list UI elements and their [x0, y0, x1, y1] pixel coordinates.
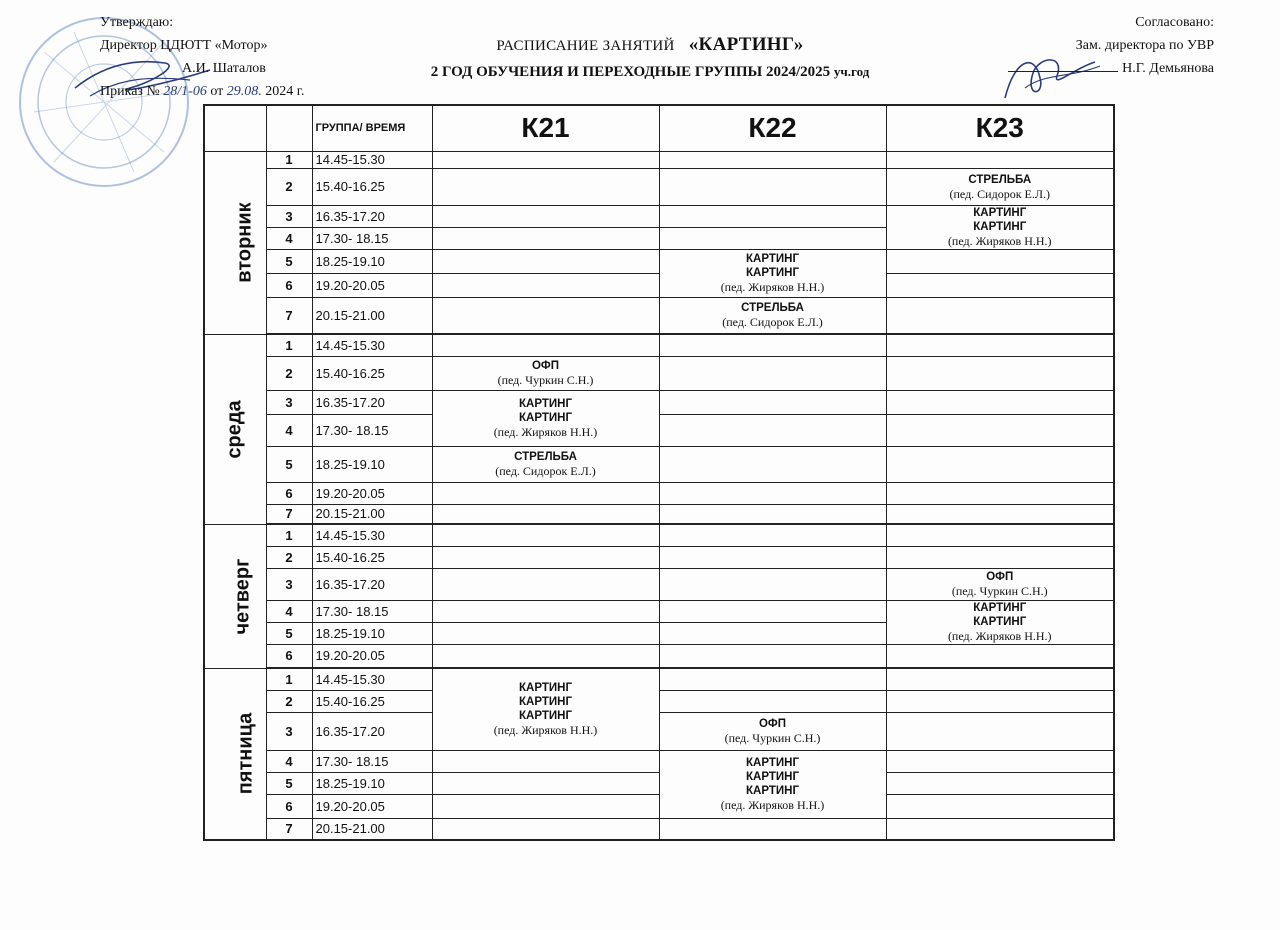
- empty-cell: [432, 482, 659, 504]
- slot-time: 19.20-20.05: [312, 794, 432, 818]
- empty-cell: [432, 334, 659, 356]
- slot-time: 14.45-15.30: [312, 524, 432, 546]
- slot-number: 7: [266, 504, 312, 524]
- empty-cell: [886, 249, 1114, 273]
- slot-number: 4: [266, 600, 312, 622]
- activity-teacher: (пед. Сидорок Е.Л.): [495, 464, 596, 478]
- activity-teacher: (пед. Чуркин С.Н.): [951, 584, 1048, 598]
- activity-name: КАРТИНГ: [973, 616, 1027, 628]
- empty-cell: [432, 151, 659, 168]
- day-name: среда: [223, 399, 246, 459]
- title-prefix: РАСПИСАНИЕ ЗАНЯТИЙ: [496, 38, 675, 54]
- day-cell: [204, 668, 266, 840]
- corner-cell: [204, 105, 266, 151]
- schedule-row: [204, 568, 1114, 600]
- empty-cell: [432, 622, 659, 644]
- schedule-row: [204, 750, 1114, 772]
- activity-cell: [432, 356, 659, 390]
- day-cell: [204, 334, 266, 524]
- day-name: вторник: [233, 202, 256, 283]
- slot-number: 2: [266, 168, 312, 205]
- activity-teacher: (пед. Чуркин С.Н.): [497, 373, 594, 387]
- empty-cell: [886, 334, 1114, 356]
- slot-number: 1: [266, 151, 312, 168]
- empty-cell: [432, 227, 659, 249]
- activity-cell: [659, 712, 886, 750]
- slot-time: 19.20-20.05: [312, 482, 432, 504]
- agreement-block: [1008, 14, 1214, 83]
- empty-cell: [659, 334, 886, 356]
- schedule-row: [204, 504, 1114, 524]
- empty-cell: [886, 794, 1114, 818]
- empty-cell: [659, 414, 886, 446]
- slot-number: 6: [266, 482, 312, 504]
- slot-number: 6: [266, 273, 312, 297]
- empty-cell: [886, 273, 1114, 297]
- empty-cell: [886, 414, 1114, 446]
- activity-name: КАРТИНГ: [973, 207, 1027, 219]
- schedule-row: [204, 524, 1114, 546]
- activity-name: КАРТИНГ: [519, 682, 572, 695]
- activity-name: КАРТИНГ: [519, 710, 572, 723]
- approve-position: Директор ЦДЮТТ «Мотор»: [100, 38, 268, 53]
- empty-cell: [659, 482, 886, 504]
- slot-number: 2: [266, 546, 312, 568]
- activity-cell: [659, 249, 886, 297]
- activity-cell: [886, 600, 1114, 644]
- activity-name: ОФП: [986, 571, 1014, 583]
- empty-cell: [659, 227, 886, 249]
- slot-number: 1: [266, 334, 312, 356]
- activity-name: СТРЕЛЬБА: [741, 302, 804, 315]
- activity-cell: [659, 750, 886, 818]
- empty-cell: [659, 546, 886, 568]
- slot-number: 4: [266, 227, 312, 249]
- activity-cell: [432, 446, 659, 482]
- slot-time: 14.45-15.30: [312, 668, 432, 690]
- empty-cell: [886, 524, 1114, 546]
- activity-name: СТРЕЛЬБА: [968, 173, 1032, 186]
- activity-teacher: (пед. Жиряков Н.Н.): [947, 234, 1052, 248]
- activity-cell: [432, 390, 659, 446]
- empty-cell: [886, 546, 1114, 568]
- slot-time: 16.35-17.20: [312, 712, 432, 750]
- activity-cell: [886, 205, 1114, 249]
- slot-time: 17.30- 18.15: [312, 227, 432, 249]
- empty-cell: [659, 205, 886, 227]
- schedule-row: [204, 356, 1114, 390]
- empty-cell: [886, 668, 1114, 690]
- empty-cell: [659, 446, 886, 482]
- slot-number: 2: [266, 356, 312, 390]
- empty-cell: [886, 690, 1114, 712]
- activity-name: КАРТИНГ: [519, 398, 572, 410]
- slot-time: 15.40-16.25: [312, 690, 432, 712]
- activity-name: КАРТИНГ: [746, 771, 799, 783]
- empty-cell: [659, 390, 886, 414]
- slot-number: 2: [266, 690, 312, 712]
- empty-cell: [886, 504, 1114, 524]
- activity-teacher: (пед. Жиряков Н.Н.): [493, 425, 598, 439]
- activity-name: КАРТИНГ: [519, 412, 572, 424]
- empty-cell: [432, 772, 659, 794]
- order-prefix: Приказ №: [100, 84, 160, 99]
- activity-teacher: (пед. Жиряков Н.Н.): [720, 798, 825, 812]
- activity-name: ОФП: [531, 360, 560, 372]
- activity-name: ОФП: [758, 718, 787, 730]
- empty-cell: [659, 600, 886, 622]
- slot-number: 4: [266, 414, 312, 446]
- empty-cell: [659, 668, 886, 690]
- empty-cell: [659, 168, 886, 205]
- slot-number: 5: [266, 249, 312, 273]
- subtitle-suffix: уч.год: [833, 64, 870, 79]
- empty-cell: [886, 712, 1114, 750]
- slot-number: 3: [266, 205, 312, 227]
- subtitle: 2 ГОД ОБУЧЕНИЯ И ПЕРЕХОДНЫЕ ГРУППЫ 2024/2025: [430, 64, 831, 80]
- activity-name: КАРТИНГ: [746, 785, 799, 797]
- slot-time: 16.35-17.20: [312, 205, 432, 227]
- empty-cell: [432, 205, 659, 227]
- slot-time: 17.30- 18.15: [312, 750, 432, 772]
- slot-number: 4: [266, 750, 312, 772]
- approve-label: Утверждаю:: [100, 15, 174, 30]
- day-name: четверг: [231, 558, 254, 634]
- empty-cell: [659, 151, 886, 168]
- empty-cell: [432, 600, 659, 622]
- activity-name: СТРЕЛЬБА: [514, 451, 577, 463]
- empty-cell: [886, 356, 1114, 390]
- order-number: 28/1-06: [163, 84, 207, 99]
- schedule-row: [204, 818, 1114, 840]
- day-cell: [204, 151, 266, 334]
- empty-cell: [432, 524, 659, 546]
- schedule-row: [204, 334, 1114, 356]
- slot-number: 6: [266, 794, 312, 818]
- slot-number: 5: [266, 622, 312, 644]
- schedule-row: [204, 644, 1114, 668]
- activity-cell: [432, 668, 659, 750]
- slot-number: 7: [266, 297, 312, 334]
- slot-time: 18.25-19.10: [312, 772, 432, 794]
- agree-label: Согласовано:: [1135, 15, 1214, 30]
- slot-number: 3: [266, 712, 312, 750]
- title-name: «КАРТИНГ»: [688, 34, 804, 55]
- empty-cell: [659, 690, 886, 712]
- schedule-row: [204, 482, 1114, 504]
- slot-time: 20.15-21.00: [312, 297, 432, 334]
- slot-number: 3: [266, 568, 312, 600]
- empty-cell: [432, 273, 659, 297]
- slot-number: 7: [266, 818, 312, 840]
- schedule-row: [204, 205, 1114, 227]
- activity-name: КАРТИНГ: [973, 221, 1027, 233]
- schedule-row: [204, 668, 1114, 690]
- slot-number: 1: [266, 668, 312, 690]
- slot-time: 14.45-15.30: [312, 334, 432, 356]
- slot-time: 18.25-19.10: [312, 249, 432, 273]
- empty-cell: [886, 644, 1114, 668]
- activity-name: КАРТИНГ: [746, 757, 799, 769]
- group-header-k23: К23: [886, 105, 1114, 151]
- empty-cell: [886, 772, 1114, 794]
- activity-cell: [886, 568, 1114, 600]
- activity-name: КАРТИНГ: [746, 267, 799, 279]
- approve-name: А.И. Шаталов: [182, 61, 266, 76]
- empty-cell: [659, 524, 886, 546]
- number-header-cell: [266, 105, 312, 151]
- slot-number: 5: [266, 772, 312, 794]
- order-year: 2024 г.: [265, 84, 305, 99]
- empty-cell: [432, 249, 659, 273]
- empty-cell: [886, 482, 1114, 504]
- slot-time: 19.20-20.05: [312, 644, 432, 668]
- empty-cell: [432, 794, 659, 818]
- agree-position: Зам. директора по УВР: [1075, 38, 1214, 53]
- slot-time: 20.15-21.00: [312, 818, 432, 840]
- schedule-row: [204, 390, 1114, 414]
- slot-time: 17.30- 18.15: [312, 600, 432, 622]
- slot-time: 14.45-15.30: [312, 151, 432, 168]
- schedule-row: [204, 168, 1114, 205]
- schedule-row: [204, 249, 1114, 273]
- slot-time: 19.20-20.05: [312, 273, 432, 297]
- slot-time: 15.40-16.25: [312, 356, 432, 390]
- group-header-k21: К21: [432, 105, 659, 151]
- empty-cell: [432, 297, 659, 334]
- activity-name: КАРТИНГ: [746, 253, 799, 265]
- activity-teacher: (пед. Чуркин С.Н.): [724, 731, 821, 745]
- activity-cell: [659, 297, 886, 334]
- day-cell: [204, 524, 266, 668]
- order-date: 29.08.: [226, 84, 262, 99]
- schedule-table: [203, 104, 1113, 861]
- activity-teacher: (пед. Сидорок Е.Л.): [722, 315, 823, 330]
- empty-cell: [432, 818, 659, 840]
- slot-time: 18.25-19.10: [312, 446, 432, 482]
- slot-time: 15.40-16.25: [312, 546, 432, 568]
- slot-time: 16.35-17.20: [312, 390, 432, 414]
- empty-cell: [659, 818, 886, 840]
- empty-cell: [432, 546, 659, 568]
- empty-cell: [659, 356, 886, 390]
- empty-cell: [432, 504, 659, 524]
- schedule-row: [204, 151, 1114, 168]
- activity-teacher: (пед. Жиряков Н.Н.): [720, 280, 825, 294]
- schedule-row: [204, 690, 1114, 712]
- activity-name: КАРТИНГ: [519, 696, 572, 709]
- slot-number: 6: [266, 644, 312, 668]
- order-from: от: [210, 84, 224, 99]
- empty-cell: [659, 622, 886, 644]
- empty-cell: [432, 750, 659, 772]
- group-header-k22: К22: [659, 105, 886, 151]
- slot-time: 20.15-21.00: [312, 504, 432, 524]
- empty-cell: [432, 168, 659, 205]
- empty-cell: [432, 568, 659, 600]
- slot-number: 1: [266, 524, 312, 546]
- schedule-row: [204, 446, 1114, 482]
- empty-cell: [432, 644, 659, 668]
- schedule-row: [204, 600, 1114, 622]
- slot-number: 5: [266, 446, 312, 482]
- schedule-row: [204, 414, 1114, 446]
- empty-cell: [886, 818, 1114, 840]
- document-title: [330, 36, 970, 81]
- empty-cell: [659, 644, 886, 668]
- schedule-row: [204, 297, 1114, 334]
- day-name: пятница: [234, 712, 257, 795]
- empty-cell: [659, 504, 886, 524]
- slot-time: 15.40-16.25: [312, 168, 432, 205]
- empty-cell: [659, 568, 886, 600]
- empty-cell: [886, 446, 1114, 482]
- empty-cell: [886, 297, 1114, 334]
- activity-teacher: (пед. Жиряков Н.Н.): [493, 723, 598, 738]
- empty-cell: [886, 151, 1114, 168]
- slot-number: 3: [266, 390, 312, 414]
- slot-time: 17.30- 18.15: [312, 414, 432, 446]
- schedule-row: [204, 546, 1114, 568]
- agree-name: Н.Г. Демьянова: [1122, 61, 1214, 76]
- schedule-row: [204, 712, 1114, 750]
- empty-cell: [886, 750, 1114, 772]
- empty-cell: [886, 390, 1114, 414]
- activity-teacher: (пед. Жиряков Н.Н.): [947, 629, 1052, 643]
- approval-block: [100, 14, 304, 106]
- slot-time: 16.35-17.20: [312, 568, 432, 600]
- group-time-header: ГРУППА/ ВРЕМЯ: [312, 105, 432, 151]
- activity-name: КАРТИНГ: [973, 602, 1027, 614]
- activity-cell: [886, 168, 1114, 205]
- slot-time: 18.25-19.10: [312, 622, 432, 644]
- activity-teacher: (пед. Сидорок Е.Л.): [949, 186, 1051, 201]
